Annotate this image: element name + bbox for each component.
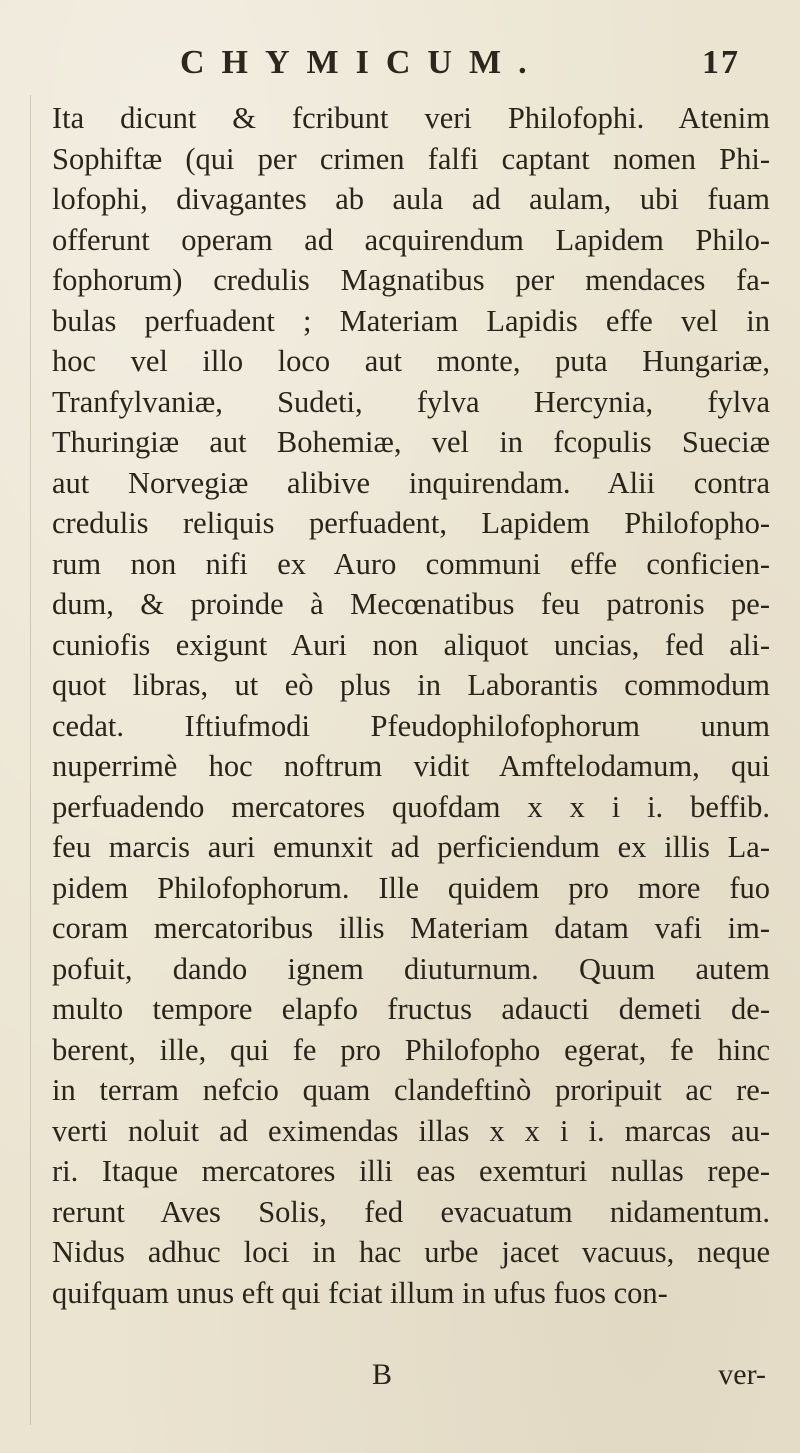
text-line: multo tempore elapfo fructus adaucti demeti de-: [52, 992, 770, 1026]
text-line: rum non nifi ex Auro communi effe conficien-: [52, 546, 770, 581]
text-line: aut Norvegiæ alibive inquirendam. Alii contra: [52, 465, 770, 500]
text-line: quot libras, ut eò plus in Laborantis commodum: [52, 668, 770, 702]
running-head: [180, 44, 740, 100]
text-line: ri. Itaque mercatores illi eas exemturi nullas repe-: [52, 1154, 770, 1188]
text-line: cedat. Iftiufmodi Pfeudophilofophorum unum: [52, 708, 770, 743]
text-line: dum, & proinde à Mecœnatibus feu patronis pe-: [52, 587, 770, 621]
text-line: credulis reliquis perfuadent, Lapidem Philofopho-: [52, 506, 770, 540]
text-line: cuniofis exigunt Auri non aliquot uncias, fed ali-: [52, 627, 770, 662]
text-line: rerunt Aves Solis, fed evacuatum nidamentum.: [52, 1194, 770, 1229]
text-line: pofuit, dando ignem diuturnum. Quum autem: [52, 951, 770, 986]
catchline: [52, 1358, 770, 1398]
text-line: Sophiftæ (qui per crimen falfi captant nomen Phi-: [52, 141, 770, 176]
text-line: pidem Philofophorum. Ille quidem pro more fuo: [52, 870, 770, 905]
text-line: verti noluit ad eximendas illas x x i i. marcas au-: [52, 1113, 770, 1148]
text-line: nuperrimè hoc noftrum vidit Amftelodamum, qui: [52, 749, 770, 783]
signature-mark: B: [372, 1358, 393, 1391]
text-line: coram mercatoribus illis Materiam datam vafi im-: [52, 911, 770, 945]
text-line: hoc vel illo loco aut monte, puta Hungariæ,: [52, 344, 770, 378]
text-line: feu marcis auri emunxit ad perficiendum ex illis La-: [52, 830, 770, 864]
text-line: Tranfylvaniæ, Sudeti, fylva Hercynia, fylva: [52, 384, 770, 419]
text-line: bulas perfuadent ; Materiam Lapidis effe vel in: [52, 303, 770, 338]
text-line: fophorum) credulis Magnatibus per mendaces fa-: [52, 263, 770, 297]
text-line: Nidus adhuc loci in hac urbe jacet vacuus, neque: [52, 1235, 770, 1269]
text-line: perfuadendo mercatores quofdam x x i i. beffib.: [52, 789, 770, 824]
catchword: ver-: [718, 1358, 766, 1391]
text-line: lofophi, divagantes ab aula ad aulam, ubi fuam: [52, 182, 770, 216]
text-line: berent, ille, qui fe pro Philofopho egerat, fe hinc: [52, 1032, 770, 1067]
text-line: quifquam unus eft qui fciat illum in ufus fuos con-: [52, 1275, 668, 1310]
gutter-shadow: [30, 95, 31, 1425]
running-title: CHYMICUM.: [180, 44, 544, 81]
text-line: offerunt operam ad acquirendum Lapidem Philo-: [52, 222, 770, 257]
body-text: [52, 98, 770, 1313]
text-line: Ita dicunt & fcribunt veri Philofophi. Atenim: [52, 101, 770, 135]
text-line: in terram nefcio quam clandeftinò proripuit ac re-: [52, 1073, 770, 1107]
page-number: 17: [702, 44, 740, 81]
text-line: Thuringiæ aut Bohemiæ, vel in fcopulis Sueciæ: [52, 425, 770, 459]
